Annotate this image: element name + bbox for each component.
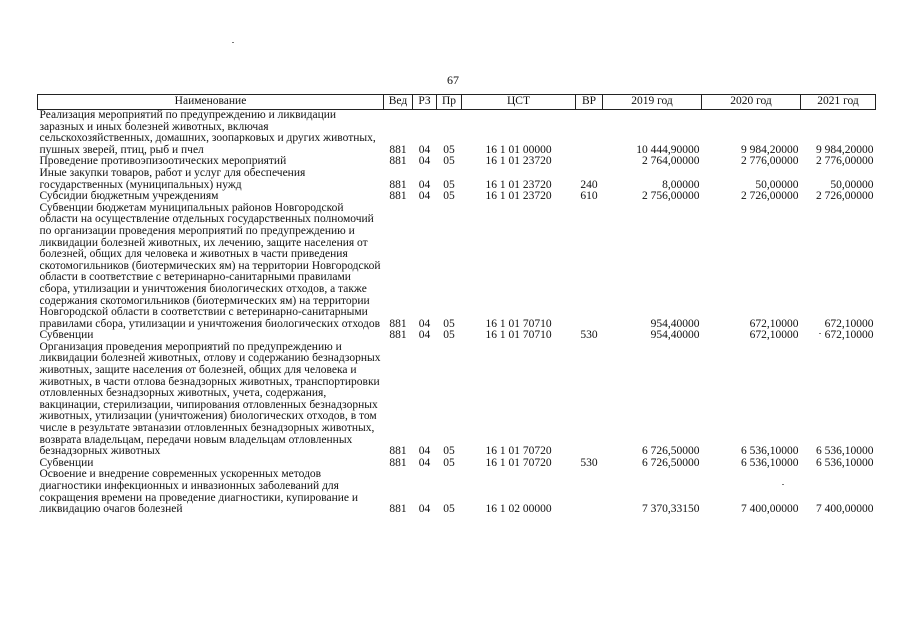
row-pr: 05 xyxy=(443,143,455,156)
row-vr xyxy=(576,342,603,458)
row-pr: 05 xyxy=(443,155,455,168)
column-header-2020: 2020 год xyxy=(702,95,801,110)
row-vr: 240 xyxy=(580,178,598,191)
column-header-2019: 2019 год xyxy=(603,95,702,110)
row-2020: 2 776,00000 xyxy=(741,155,799,168)
row-name: Освоение и внедрение современных ускоренных методов диагностики инфекционных и инвазионных заболеваний для сокращения времени на проведение диагностики, купирование и ликвидацию очагов болезней xyxy=(39,468,359,516)
row-2020: 6 536,10000 xyxy=(741,445,799,458)
row-2019: 8,00000 xyxy=(662,178,700,191)
row-2020: 9 984,20000 xyxy=(741,143,799,156)
row-2021: 672,10000 xyxy=(824,317,874,330)
row-2019: 6 726,50000 xyxy=(642,456,700,469)
row-cst: 16 1 01 23720 xyxy=(485,178,552,191)
table-row xyxy=(38,191,876,203)
table-header-row xyxy=(38,95,876,110)
row-2019: 2 756,00000 xyxy=(642,190,700,203)
table-row xyxy=(38,203,876,331)
row-name: Реализация мероприятий по предупреждению и ликвидации заразных и иных болезней животных, включая сельскохозяйственных, домашних, зоопарковых и других животных, пушных зверей, птиц, рыб и пчел xyxy=(39,109,376,156)
column-header-2021: 2021 год xyxy=(801,95,876,110)
row-rz: 04 xyxy=(418,178,431,191)
row-2020: 6 536,10000 xyxy=(741,456,799,469)
row-ved: 881 xyxy=(389,456,407,469)
row-ved: 881 xyxy=(389,445,407,458)
scan-speck xyxy=(819,333,821,334)
column-header-ved: Вед xyxy=(384,95,413,110)
column-header-pr: Пр xyxy=(437,95,462,110)
row-2021: 7 400,00000 xyxy=(816,503,874,516)
row-2020: 7 400,00000 xyxy=(741,503,799,516)
row-ved: 881 xyxy=(389,329,407,342)
row-pr: 05 xyxy=(443,503,455,516)
row-pr: 05 xyxy=(443,456,455,469)
row-2020: 672,10000 xyxy=(749,317,799,330)
row-name: Субвенции xyxy=(39,329,94,342)
budget-table xyxy=(37,94,876,516)
row-ved: 881 xyxy=(389,317,407,330)
row-vr xyxy=(576,110,603,157)
table-row xyxy=(38,469,876,515)
row-vr: 610 xyxy=(580,190,598,203)
row-2021: 9 984,20000 xyxy=(816,143,874,156)
row-cst: 16 1 01 70710 xyxy=(485,317,552,330)
row-rz: 04 xyxy=(418,329,431,342)
row-2019: 954,40000 xyxy=(650,317,700,330)
row-rz: 04 xyxy=(418,503,431,516)
row-pr: 05 xyxy=(443,445,455,458)
row-2020: 50,00000 xyxy=(755,178,799,191)
row-ved: 881 xyxy=(389,155,407,168)
row-name: Проведение противоэпизоотических мероприятий xyxy=(39,155,287,168)
row-vr: 530 xyxy=(580,329,598,342)
row-vr xyxy=(576,469,603,515)
scan-speck xyxy=(782,484,784,485)
column-header-rz: РЗ xyxy=(413,95,437,110)
column-header-name: Наименование xyxy=(38,95,384,110)
row-2020: 672,10000 xyxy=(749,329,799,342)
row-ved: 881 xyxy=(389,503,407,516)
row-2019: 10 444,90000 xyxy=(636,143,700,156)
row-ved: 881 xyxy=(389,190,407,203)
row-name: Субсидии бюджетным учреждениям xyxy=(39,190,219,203)
row-2019: 954,40000 xyxy=(650,329,700,342)
row-pr: 05 xyxy=(443,329,455,342)
column-header-vr: ВР xyxy=(576,95,603,110)
row-2021: 672,10000 xyxy=(824,329,874,342)
table-row xyxy=(38,110,876,157)
row-ved: 881 xyxy=(389,143,407,156)
row-ved: 881 xyxy=(389,178,407,191)
row-2021: 2 776,00000 xyxy=(816,155,874,168)
row-rz: 04 xyxy=(418,190,431,203)
row-2019: 7 370,33150 xyxy=(642,503,700,516)
row-2021: 6 536,10000 xyxy=(816,445,874,458)
row-pr: 05 xyxy=(443,190,455,203)
row-cst: 16 1 01 00000 xyxy=(485,143,552,156)
row-2020: 2 726,00000 xyxy=(741,190,799,203)
row-cst: 16 1 01 23720 xyxy=(485,155,552,168)
row-pr: 05 xyxy=(443,178,455,191)
row-vr xyxy=(576,203,603,331)
row-2019: 2 764,00000 xyxy=(642,155,700,168)
row-name: Организация проведения мероприятий по предупреждению и ликвидации болезней животных, отлову и содержанию безнадзорных животных, защите населения от болезней, общих для человека и животных, в части отлова безнадзорных животных, транспортировки отловленных безнадзорных животных, учета, содержания, вакцинации, стерилизации, чипирования отловленных безнадзорных животных, утилизации (уничтожения) биологических отходов, в том числе в результате эвтаназии отловленных безнадзорных животных, возврата владельцам, передачи новым владельцам отловленных безнадзорных животных xyxy=(39,340,381,458)
row-rz: 04 xyxy=(418,445,431,458)
row-cst: 16 1 02 00000 xyxy=(485,503,552,516)
row-name: Субвенции xyxy=(39,456,94,469)
row-name: Иные закупки товаров, работ и услуг для обеспечения государственных (муниципальных) нужд xyxy=(39,166,306,191)
scan-speck xyxy=(232,42,234,43)
row-vr: 530 xyxy=(580,456,598,469)
row-rz: 04 xyxy=(418,456,431,469)
row-name: Субвенции бюджетам муниципальных районов Новгородской области на осуществление отдельных государственных полномочий по организации проведения мероприятий по предупреждению и ликвидации болезней животных, их лечению, защите населения от болезней, общих для человека и животных в части приведения скотомогильников (биотермических ям) на территории Новгородской области в соответствие с ветеринарно-санитарными правилами сбора, утилизации и уничтожения биологических отходов, а также содержания скотомогильников (биотермических ям) на территории Новгородской области в соответствии с ветеринарно-санитарными правилами сбора, утилизации и уничтожения биологических отходов xyxy=(39,201,381,330)
row-vr xyxy=(576,156,603,168)
row-2021: 50,00000 xyxy=(830,178,874,191)
table-row xyxy=(38,342,876,458)
row-2019: 6 726,50000 xyxy=(642,445,700,458)
row-cst: 16 1 01 70720 xyxy=(485,445,552,458)
page-number: 67 xyxy=(447,73,459,87)
row-cst: 16 1 01 70720 xyxy=(485,456,552,469)
row-pr: 05 xyxy=(443,317,455,330)
row-cst: 16 1 01 70710 xyxy=(485,329,552,342)
row-2021: 2 726,00000 xyxy=(816,190,874,203)
row-2021: 6 536,10000 xyxy=(816,456,874,469)
row-rz: 04 xyxy=(418,155,431,168)
table-row xyxy=(38,168,876,191)
column-header-cst: ЦСТ xyxy=(462,95,576,110)
row-rz: 04 xyxy=(418,143,431,156)
row-rz: 04 xyxy=(418,317,431,330)
row-cst: 16 1 01 23720 xyxy=(485,190,552,203)
